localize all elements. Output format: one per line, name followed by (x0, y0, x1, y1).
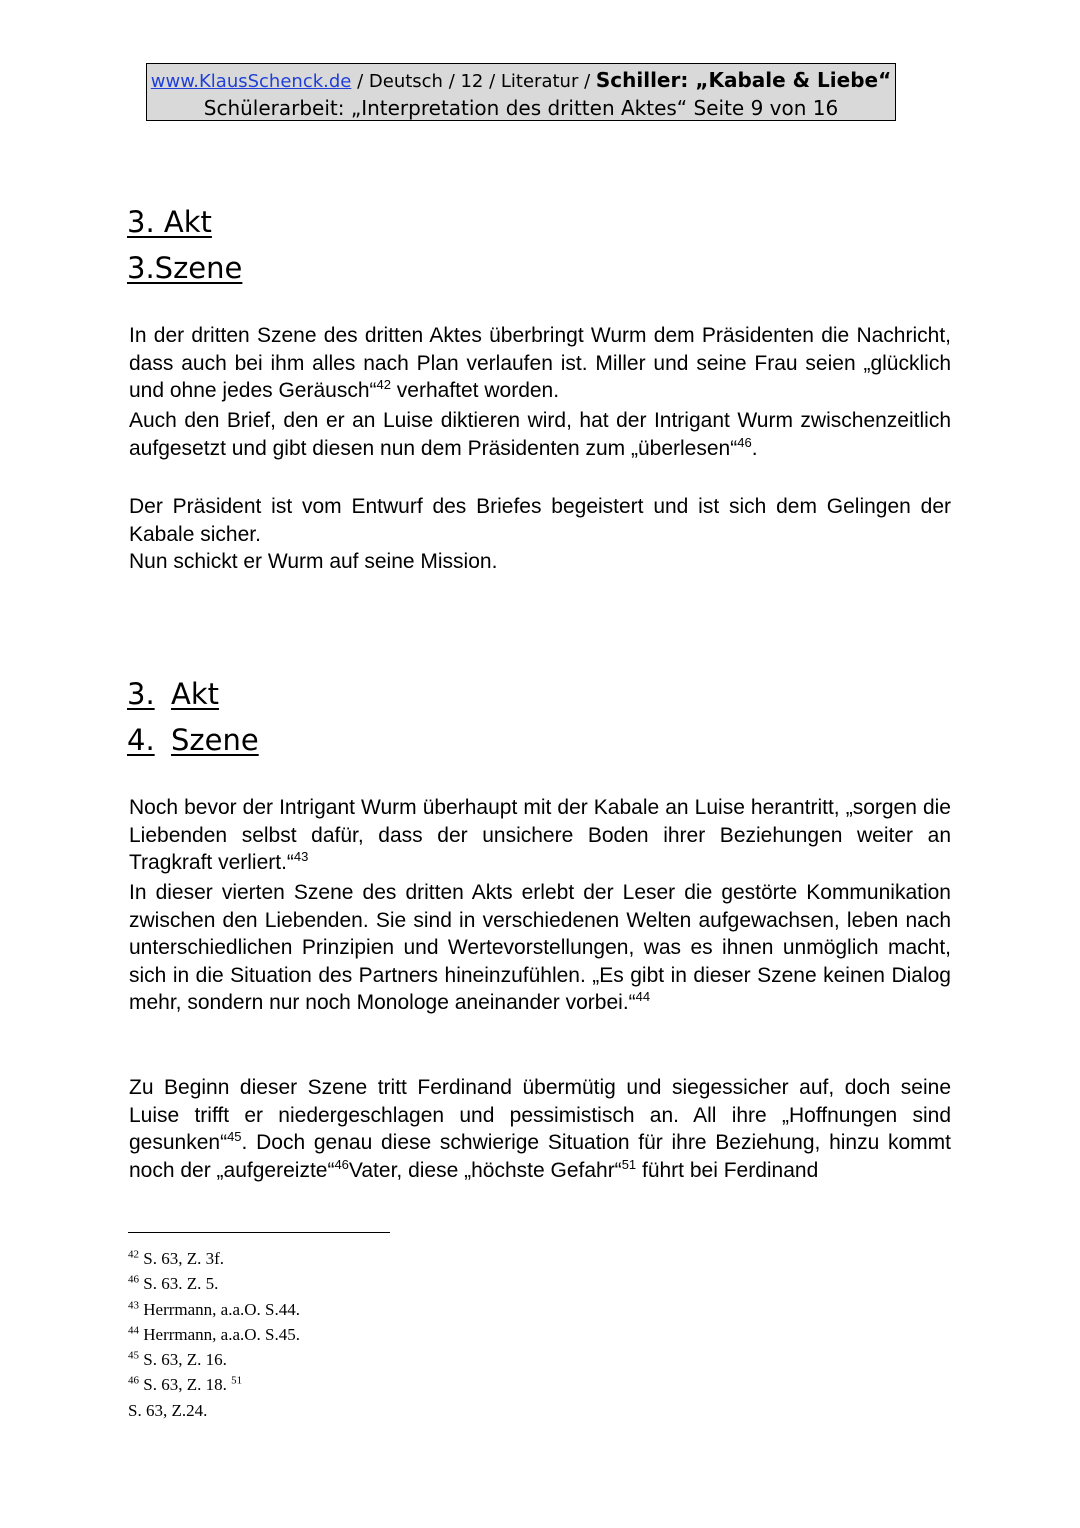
footnote-item: S. 63, Z.24. (128, 1400, 208, 1420)
footnote-ref: 46 (334, 1156, 349, 1172)
header-subtitle: Schülerarbeit: „Interpretation des dritten Aktes“ Seite 9 von 16 (203, 96, 839, 120)
footnote-divider (128, 1232, 390, 1233)
section1-act-heading: 3. Akt (127, 205, 212, 239)
section1-paragraph-1: In der dritten Szene des dritten Aktes überbringt Wurm dem Präsidenten die Nachricht, dass auch bei ihm alles nach Plan verlaufen ist. Miller und seine Frau seien „glücklich und ohne jedes Geräusch“$^{42}$ verhaftet worden. (129, 324, 951, 402)
footnote-item: $^{45}$ S. 63, Z. 16. (128, 1349, 227, 1370)
section2-act-heading: 3. Akt (127, 677, 220, 711)
section2-paragraph-3: Zu Beginn dieser Szene tritt Ferdinand übermütig und siegessicher auf, doch seine Luise trifft er niedergeschlagen und pessimistisch an. All ihre „Hoffnungen sind gesunken“$^{45}$. Doch genau diese schwierige Situation für ihre Beziehung, hinzu kommt noch der „aufgereizte“$^{46}$Vater, diese „höchste Gefahr“$^{51}$ führt bei Ferdinand (129, 1076, 951, 1182)
footnote-ref: 42 (376, 377, 391, 392)
footnote-item: $^{46}$ S. 63, Z. 18. $^{51}$ (128, 1374, 243, 1395)
footnote-item: $^{42}$ S. 63, Z. 3f. (128, 1248, 224, 1268)
footnote-ref: 46 (737, 434, 752, 450)
footnote-ref: 43 (293, 849, 309, 864)
footnote-item: $^{44}$ Herrmann, a.a.O. S.45. (128, 1324, 300, 1344)
section2-scene-heading: 4. Szene (127, 723, 259, 757)
section1-scene-heading: 3.Szene (127, 251, 243, 285)
header-path: / Deutsch / 12 / Literatur / (351, 71, 596, 92)
page-header (146, 63, 896, 121)
section1-paragraph-4: Nun schickt er Wurm auf seine Mission. (129, 550, 498, 573)
footnote-ref: 45 (227, 1129, 242, 1144)
header-title: Schiller: „Kabale & Liebe“ (595, 68, 892, 92)
header-line-1 (147, 67, 895, 95)
section2-paragraph-2: In dieser vierten Szene des dritten Akts erlebt der Leser die gestörte Kommunikation zwischen den Liebenden. Sie sind in verschiedenen Welten aufgewachsen, leben nach unterschiedlichen Prinzipien und Wertevorstellungen, was es ihnen unmöglich macht, sich in die Situation des Partners hineinzufühlen. „Es gibt in dieser Szene keinen Dialog mehr, sondern nur noch Monologe aneinander vorbei.“$^{44}$ (129, 881, 951, 1014)
footnotes (128, 1246, 300, 1423)
section2-paragraph-1: Noch bevor der Intrigant Wurm überhaupt mit der Kabale an Luise herantritt, „sorgen die Liebenden selbst dafür, dass der unsichere Boden ihrer Beziehungen weiter an Tragkraft verliert.“$^{43}$ (129, 796, 951, 874)
section1-paragraph-2: Auch den Brief, den er an Luise diktieren wird, hat der Intrigant Wurm zwischenzeitlich aufgesetzt und gibt diesen nun dem Präsidenten zum „überlesen“$^{46}$. (129, 409, 951, 460)
footnote-item: $^{46}$ S. 63. Z. 5. (128, 1273, 219, 1294)
footnote-ref: 44 (635, 989, 651, 1004)
website-link[interactable]: www.KlausSchenck.de (150, 71, 352, 92)
footnote-ref: 51 (621, 1156, 637, 1172)
section1-paragraph-3: Der Präsident ist vom Entwurf des Briefes begeistert und ist sich dem Gelingen der Kabale sicher. (129, 495, 951, 546)
footnote-item: $^{43}$ Herrmann, a.a.O. S.44. (128, 1298, 300, 1319)
